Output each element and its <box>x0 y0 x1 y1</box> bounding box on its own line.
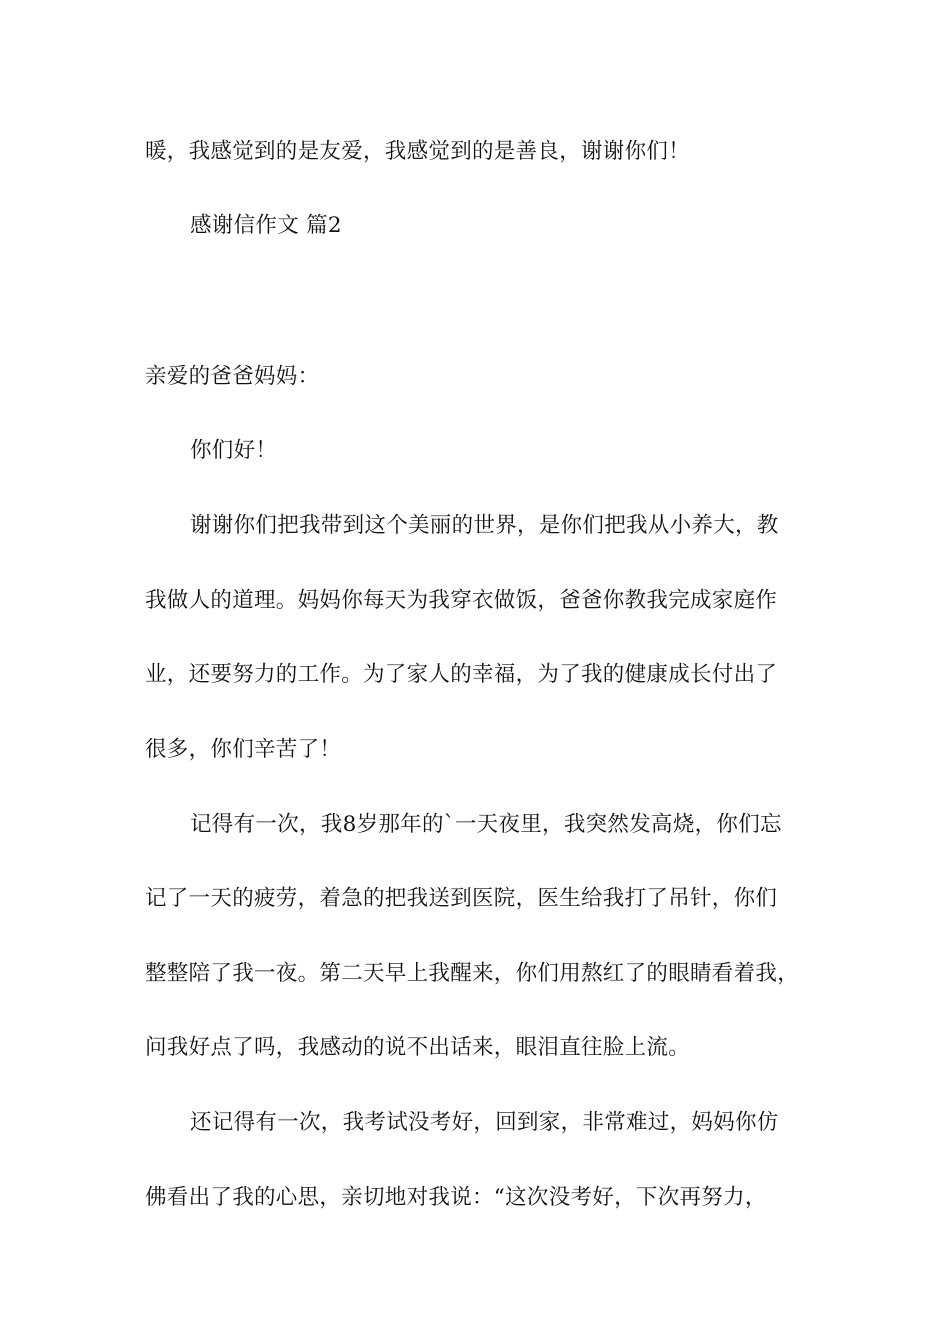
text-line-1: 暖，我感觉到的是友爱，我感觉到的是善良，谢谢你们！ <box>145 139 691 164</box>
text-line-8: 很多，你们辛苦了！ <box>145 737 342 762</box>
text-line-13: 还记得有一次，我考试没考好，回到家，非常难过，妈妈你仿 <box>190 1110 779 1135</box>
section-heading: 感谢信作文 篇2 <box>190 213 342 238</box>
salutation: 亲爱的爸爸妈妈： <box>145 364 320 389</box>
text-line-6: 我做人的道理。妈妈你每天为我穿衣做饭，爸爸你教我完成家庭作 <box>145 588 778 613</box>
text-line-5: 谢谢你们把我带到这个美丽的世界，是你们把我从小养大，教 <box>190 513 779 538</box>
text-line-11: 整整陪了我一夜。第二天早上我醒来，你们用熬红了的眼睛看着我， <box>145 961 800 986</box>
text-line-14: 佛看出了我的心思，亲切地对我说：“这次没考好，下次再努力， <box>145 1185 767 1210</box>
greeting: 你们好！ <box>190 438 278 463</box>
text-line-7: 业，还要努力的工作。为了家人的幸福，为了我的健康成长付出了 <box>145 662 778 687</box>
text-line-10: 记了一天的疲劳，着急的把我送到医院，医生给我打了吊针，你们 <box>145 886 778 911</box>
text-line-12: 问我好点了吗，我感动的说不出话来，眼泪直往脸上流。 <box>145 1035 691 1060</box>
text-line-9: 记得有一次，我8岁那年的`一天夜里，我突然发高烧，你们忘 <box>190 812 782 837</box>
